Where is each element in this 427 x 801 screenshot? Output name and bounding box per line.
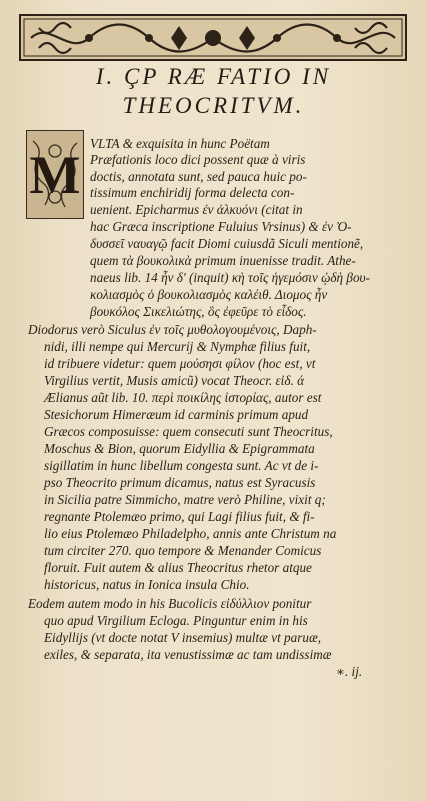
text-line: κολιασμὸς ὁ βουκολιασμὸς καλέιθ. Διομος ἦν xyxy=(90,287,328,302)
heading-line-1: I. ÇP RÆ FATIO IN xyxy=(95,64,332,89)
text-line: floruit. Fuit autem & alius Theocritus rhetor atque xyxy=(44,560,312,575)
text-line: quo apud Virgilium Ecloga. Pinguntur enim in his xyxy=(44,613,308,628)
text-line: VLTA & exquisita in hunc Poëtam xyxy=(90,136,270,151)
signature-mark: ∗. ij. xyxy=(336,664,363,679)
text-line: regnante Ptolemæo primo, qui Lagi filius fuit, & fi- xyxy=(44,509,315,524)
text-line: tum circiter 270. quo tempore & Menander Comicus xyxy=(44,543,322,558)
text-line: hac Græca inscriptione Fuluius Vrsinus) & ἐν Ὀ- xyxy=(90,219,352,234)
text-line: doctis, annotata sunt, sed pauca huic po- xyxy=(90,169,307,184)
text-line: historicus, natus in Ionica insula Chio. xyxy=(44,577,250,592)
text-line: uenient. Epicharmus ἐν ἀλκυόνι (citat in xyxy=(90,202,303,217)
text-line: in Sicilia patre Simmicho, matre verò Philine, vixit q; xyxy=(44,492,326,507)
text-line: sigillatim in hunc libellum congesta sunt. Ac vt de i- xyxy=(44,458,319,473)
text-line: Virgilius vertit, Musis amicũ) vocat Theocr. εἰδ. ά xyxy=(44,373,304,388)
text-line: tissimum enchiridij forma delecta con- xyxy=(90,185,295,200)
text-line: Stesichorum Himeræum id carminis primum apud xyxy=(44,407,309,422)
text-line: id tribuere videtur: quem μούσησι φίλον (hoc est, vt xyxy=(44,356,316,371)
text-line: Diodorus verò Siculus ἐν τοῖς μυθολογουμένοις, Daph- xyxy=(28,322,317,337)
text-line: pso Theocrito primum dicamus, natus est Syracusis xyxy=(44,475,316,490)
text-line: Ælianus aũt lib. 10. περὶ ποικίλης ἱστορίας, autor est xyxy=(44,390,322,405)
text-line: nidi, illi nempe qui Mercurij & Nymphæ filius fuit, xyxy=(44,339,311,354)
text-line: Græcos composuisse: quem consecuti sunt Theocritus, xyxy=(44,424,333,439)
text-line: quem τὰ βουκολικὰ primum inuenisse tradit. Athe- xyxy=(90,253,356,268)
text-line: δυσσεῖ ναυαγῷ facit Diomi cuiusdã Siculi mentionẽ, xyxy=(90,236,364,251)
text-line: Eidyllijs (vt docte notat V insemius) multæ vt paruæ, xyxy=(44,630,322,645)
text-line: exiles, & separata, ita venustissimæ ac tam undissimæ xyxy=(44,647,332,662)
heading-line-2: THEOCRITVM. xyxy=(122,93,305,118)
text-line: βουκόλος Σικελιώτης, ὃς ἐφεῦρε τὸ εἶδος. xyxy=(90,304,307,319)
text-line: naeus lib. 14 ἦν δ' (inquit) κὴ τοῖς ἡγεμόσιν ᾠδὴ βου- xyxy=(90,270,371,285)
text-line: Eodem autem modo in his Bucolicis εἰδύλλιον ponitur xyxy=(28,596,312,611)
text-line: Præfationis loco dici possent quæ à viris xyxy=(90,152,306,167)
text-line: Moschus & Bion, quorum Eidyllia & Epigrammata xyxy=(44,441,315,456)
svg-text:M: M xyxy=(29,145,81,205)
text-line: lio eius Ptolemæo Philadelpho, annis ante Christum na xyxy=(44,526,337,541)
